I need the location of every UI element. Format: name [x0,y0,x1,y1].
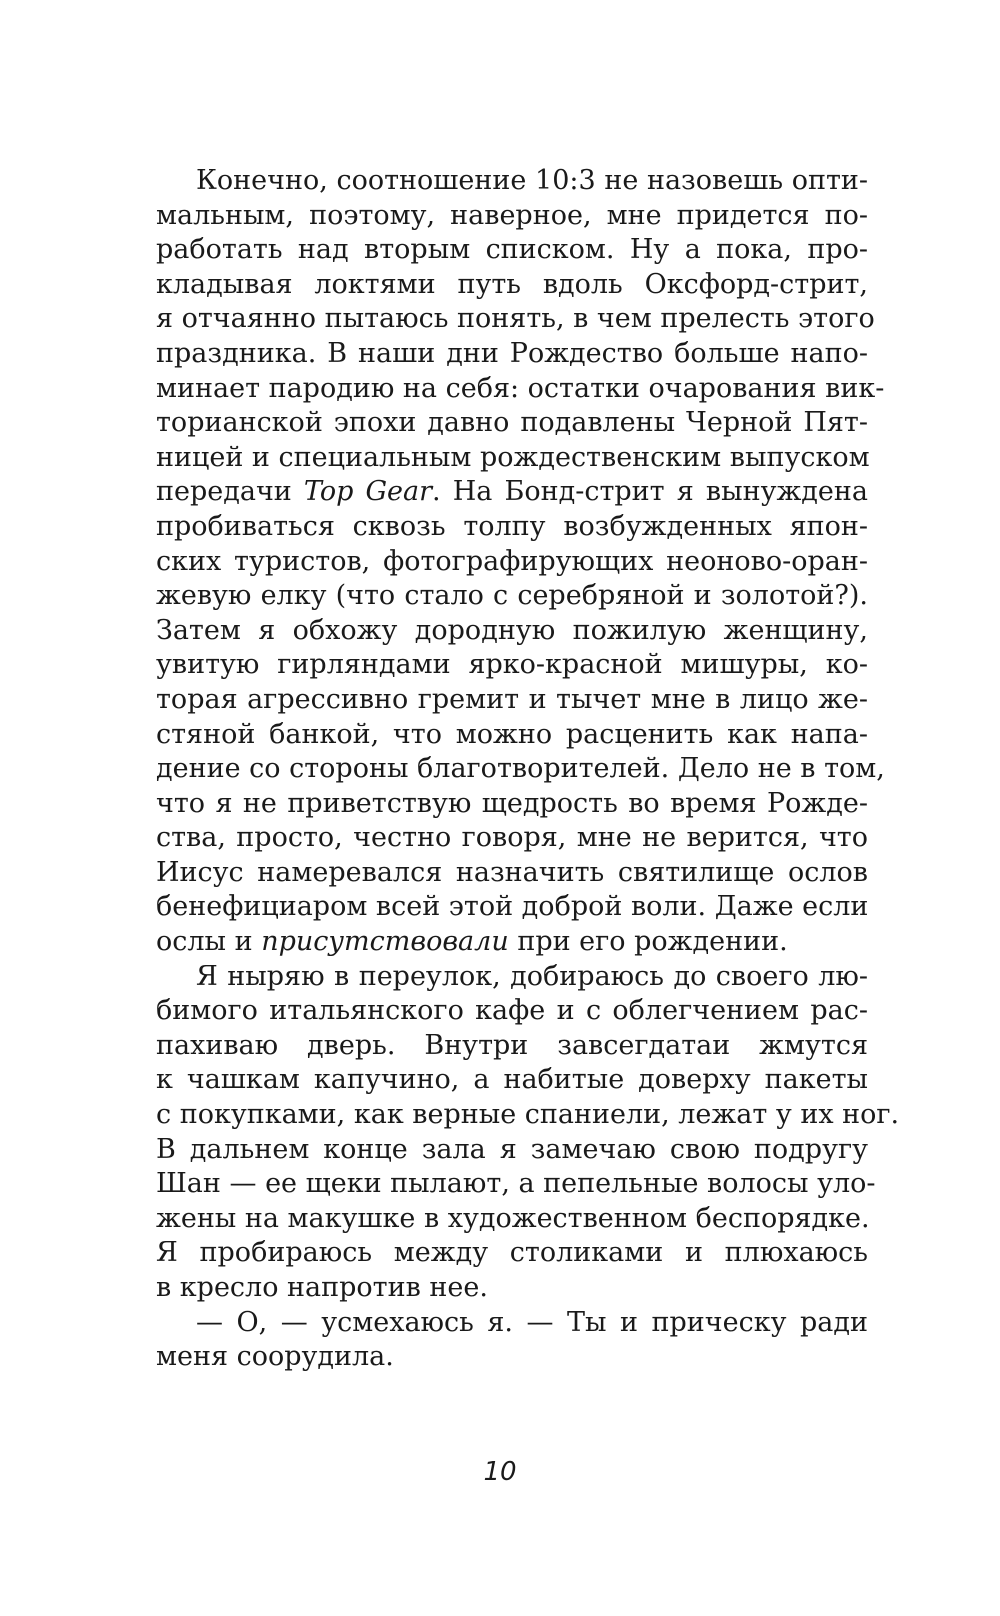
text-segment: дение со стороны благотворителей. Дело не в том, [156,753,885,785]
text-line [156,268,868,303]
text-line [156,821,868,856]
text-segment: жевую елку (что стало с серебряной и золотой?). [156,580,868,612]
text-line [156,1202,868,1237]
text-segment: минает пародию на себя: остатки очарования вик- [156,372,885,404]
italic-text: Top Gear [303,476,433,508]
text-segment: ослы и [156,926,262,958]
text-line [156,1029,868,1064]
text-segment: Конечно, соотношение 10:3 не назовешь опти- [196,165,868,196]
text-segment: Шан — ее щеки пылают, а пепельные волосы уло- [156,1168,876,1200]
text-segment: стяной банкой, что можно расценить как напа- [156,718,868,750]
text-segment: Я пробираюсь между столиками и плюхаюсь [156,1237,868,1269]
text-segment: ницей и специальным рождественским выпуском [156,441,870,473]
page-number: 10 [483,1457,517,1487]
text-line [156,199,868,234]
text-line [156,1340,868,1375]
text-line [156,406,868,441]
text-line [156,648,868,683]
text-line [156,337,868,372]
text-line [156,994,868,1029]
text-line [156,925,868,960]
text-segment: ства, просто, честно говоря, мне не верится, что [156,822,868,854]
text-line [156,233,868,268]
text-line [156,1306,868,1341]
text-segment: я отчаянно пытаюсь понять, в чем прелесть этого [156,303,875,335]
text-line [156,960,868,995]
text-line [156,1063,868,1098]
text-line [156,475,868,510]
text-line [156,752,885,787]
text-segment: кладывая локтями путь вдоль Оксфорд-стрит, [156,268,868,300]
text-line [156,683,868,718]
text-segment: работать над вторым списком. Ну а пока, про- [156,234,868,266]
text-segment: бенефициаром всей этой доброй воли. Даже если [156,891,869,923]
text-line [156,1133,868,1168]
text-segment: — О, — усмехаюсь я. — Ты и прическу ради [196,1306,868,1338]
text-line [156,718,868,753]
body-text [156,164,900,1375]
text-segment: в кресло напротив нее. [156,1272,488,1303]
text-segment: жены на макушке в художественном беспорядке. [156,1202,870,1234]
text-segment: В дальнем конце зала я замечаю свою подругу [156,1133,868,1165]
text-segment: к чашкам капучино, а набитые доверху пакеты [156,1064,868,1096]
italic-text: присутствовали [261,926,509,958]
text-line [156,302,875,337]
text-line [156,545,868,580]
text-segment: . На Бонд-стрит я вынуждена [432,476,868,508]
text-segment: ских туристов, фотографирующих неоново-оран- [156,545,868,577]
text-segment: Иисус намеревался назначить святилище ослов [156,856,868,888]
text-line [156,890,868,925]
text-line [156,164,868,199]
text-segment: передачи [156,476,304,508]
text-line [156,614,868,649]
text-segment: праздника. В наши дни Рождество больше напо- [156,337,868,369]
text-segment: Я ныряю в переулок, добираюсь до своего лю- [196,960,868,992]
text-line [156,1167,876,1202]
text-segment: торая агрессивно гремит и тычет мне в лицо же- [156,683,868,715]
text-line [156,856,868,891]
text-line [156,1236,868,1271]
text-segment: торианской эпохи давно подавлены Черной Пят- [156,407,868,439]
text-line [156,372,885,407]
text-segment: увитую гирляндами ярко-красной мишуры, ко- [156,649,868,681]
text-segment: что я не приветствую щедрость во время Рожде- [156,787,868,819]
text-segment: пахиваю дверь. Внутри завсегдатаи жмутся [156,1029,868,1061]
text-line [156,1271,868,1306]
text-line [156,579,868,614]
text-segment: бимого итальянского кафе и с облегчением рас- [156,995,868,1027]
text-segment: Затем я обхожу дородную пожилую женщину, [156,614,868,646]
text-line [156,510,868,545]
text-line [156,1098,900,1133]
text-segment: пробиваться сквозь толпу возбужденных япон- [156,510,868,542]
text-line [156,787,868,822]
text-line [156,441,868,476]
text-segment: мальным, поэтому, наверное, мне придется по- [156,199,868,231]
text-segment: при его рождении. [508,926,788,958]
text-segment: с покупками, как верные спаниели, лежат у их ног. [156,1099,900,1131]
text-segment: меня соорудила. [156,1341,394,1373]
